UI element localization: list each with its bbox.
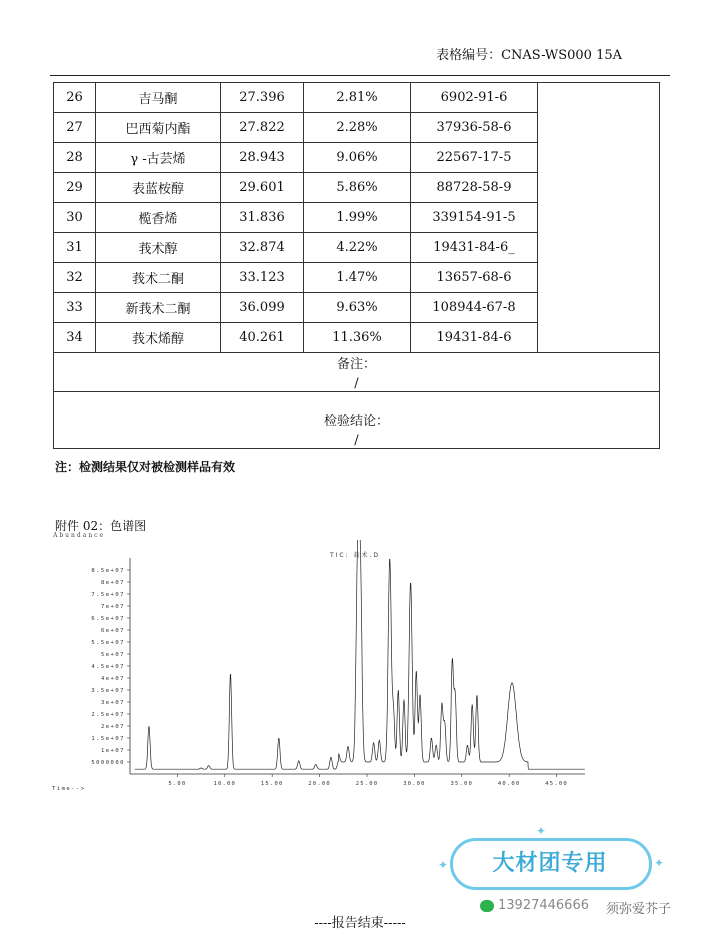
conclusion-row — [54, 392, 660, 449]
remarks-label: 备注： — [336, 357, 376, 372]
y-tick-label: 7e+07 — [100, 604, 125, 610]
retention-time: 36.099 — [221, 293, 304, 323]
header-divider — [50, 75, 670, 76]
remarks-value: / — [354, 376, 359, 391]
relative-content: 2.81% — [304, 83, 411, 113]
retention-time: 29.601 — [221, 173, 304, 203]
table-row — [54, 83, 660, 113]
x-tick-label: 25.00 — [355, 781, 379, 787]
wechat-icon — [480, 900, 494, 912]
y-tick-label: 6.5e+07 — [91, 616, 125, 622]
relative-content: 4.22% — [304, 233, 411, 263]
compound-name: 巴西菊内酯 — [96, 113, 221, 143]
relative-content: 11.36% — [304, 323, 411, 353]
relative-content: 5.86% — [304, 173, 411, 203]
attachment-title: 附件 02：色谱图 — [55, 519, 147, 533]
y-tick-label: 8.5e+07 — [91, 568, 125, 574]
stamp — [438, 824, 665, 898]
y-tick-label: 5000000 — [91, 760, 125, 766]
y-tick-label: 8e+07 — [100, 580, 125, 586]
compound-name: 榄香烯 — [96, 203, 221, 233]
compound-name: 莪术二酮 — [96, 263, 221, 293]
cas-number: 19431-84-6 — [411, 323, 538, 353]
x-axis-label: Time--> — [52, 786, 86, 792]
retention-time: 31.836 — [221, 203, 304, 233]
report-end: ----报告结束----- — [314, 916, 406, 931]
row-number: 32 — [54, 263, 96, 293]
relative-content: 9.63% — [304, 293, 411, 323]
conclusion-value: / — [354, 433, 359, 448]
retention-time: 40.261 — [221, 323, 304, 353]
cas-number: 22567-17-5 — [411, 143, 538, 173]
y-tick-label: 2.5e+07 — [91, 712, 125, 718]
y-tick-label: 6e+07 — [100, 628, 125, 634]
compound-name: 莪术醇 — [96, 233, 221, 263]
abundance-label: Abundance — [53, 532, 106, 539]
x-tick-label: 20.00 — [308, 781, 331, 787]
form-number: 表格编号：CNAS-WS000 15A — [436, 48, 622, 63]
signal-trace — [135, 540, 585, 769]
blank-column — [538, 83, 660, 353]
watermark-phone: 13927446666 — [480, 898, 589, 913]
compound-name: 新莪术二酮 — [96, 293, 221, 323]
x-tick-label: 15.00 — [260, 781, 284, 787]
conclusion-label: 检验结论： — [323, 414, 389, 429]
cas-number: 339154-91-5 — [411, 203, 538, 233]
cas-number: 13657-68-6 — [411, 263, 538, 293]
sparkle-icon: ✦ — [654, 856, 665, 870]
cas-number: 88728-58-9 — [411, 173, 538, 203]
row-number: 31 — [54, 233, 96, 263]
row-number: 27 — [54, 113, 96, 143]
y-tick-label: 3e+07 — [100, 700, 125, 706]
retention-time: 32.874 — [221, 233, 304, 263]
relative-content: 9.06% — [304, 143, 411, 173]
retention-time: 27.396 — [221, 83, 304, 113]
row-number: 34 — [54, 323, 96, 353]
y-tick-label: 4e+07 — [100, 676, 125, 682]
x-tick-label: 35.00 — [450, 781, 474, 787]
y-tick-label: 2e+07 — [100, 724, 125, 730]
compound-name: 吉马酮 — [96, 83, 221, 113]
compound-name: γ -古芸烯 — [96, 143, 221, 173]
y-tick-label: 1.5e+07 — [91, 736, 125, 742]
x-tick-label: 5.00 — [168, 781, 187, 787]
compound-name: 莪术烯醇 — [96, 323, 221, 353]
y-tick-label: 7.5e+07 — [91, 592, 125, 598]
results-table — [53, 82, 660, 449]
relative-content: 1.47% — [304, 263, 411, 293]
remarks-row — [54, 353, 660, 392]
compound-name: 表蓝桉醇 — [96, 173, 221, 203]
cas-number: 37936-58-6 — [411, 113, 538, 143]
sparkle-icon: ✦ — [438, 858, 449, 872]
row-number: 30 — [54, 203, 96, 233]
row-number: 29 — [54, 173, 96, 203]
retention-time: 27.822 — [221, 113, 304, 143]
relative-content: 2.28% — [304, 113, 411, 143]
y-tick-label: 5.5e+07 — [91, 640, 125, 646]
row-number: 33 — [54, 293, 96, 323]
row-number: 26 — [54, 83, 96, 113]
y-tick-label: 3.5e+07 — [91, 688, 125, 694]
relative-content: 1.99% — [304, 203, 411, 233]
retention-time: 33.123 — [221, 263, 304, 293]
x-tick-label: 40.00 — [497, 781, 521, 787]
x-tick-label: 10.00 — [213, 781, 237, 787]
cas-number: 6902-91-6 — [411, 83, 538, 113]
x-tick-label: 45.00 — [545, 781, 568, 787]
cas-number: 108944-67-8 — [411, 293, 538, 323]
x-tick-label: 30.00 — [403, 781, 426, 787]
y-tick-label: 5e+07 — [100, 652, 125, 658]
footnote: 注：检测结果仅对被检测样品有效 — [55, 460, 236, 474]
y-tick-label: 1e+07 — [100, 748, 125, 754]
retention-time: 28.943 — [221, 143, 304, 173]
cas-number: 19431-84-6_ — [411, 233, 538, 263]
chromatogram-chart — [0, 540, 720, 795]
sparkle-icon: ✦ — [536, 824, 547, 838]
watermark-account: 须弥爱芥子 — [606, 902, 672, 917]
row-number: 28 — [54, 143, 96, 173]
chart-title: TIC: 莪术.D — [329, 552, 381, 559]
stamp-text: 大材团专用 — [492, 851, 608, 876]
y-tick-label: 4.5e+07 — [91, 664, 125, 670]
